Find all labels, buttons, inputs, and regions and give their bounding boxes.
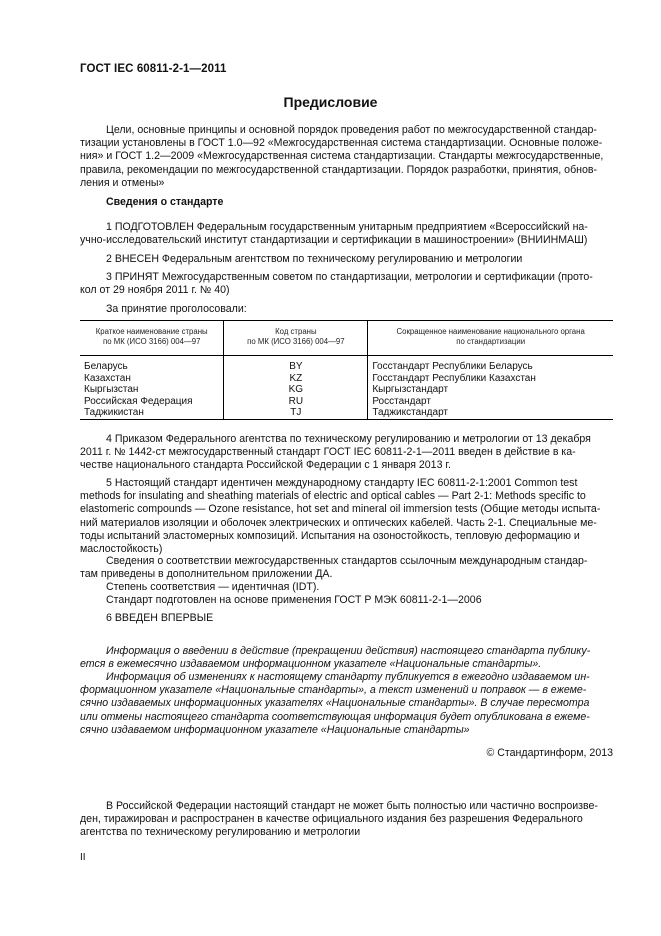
text-line: честве национального стандарта Российской Федерации с 1 января 2013 г. (80, 459, 451, 472)
header-country-name: Краткое наименование страны по МК (ИСО 3166) 004—97 (80, 321, 224, 356)
section-heading: Сведения о стандарте (106, 196, 224, 208)
text-line: В Российской Федерации настоящий стандарт не может быть полностью или частично воспроизве- (106, 800, 598, 812)
national-body-name: Кыргызстандарт (372, 384, 449, 396)
page-number: II (80, 852, 86, 863)
text-line: Цели, основные принципы и основной порядок проведения работ по межгосударственной стандар- (106, 124, 597, 136)
text-line: ний материалов изоляции и оболочек электрических и оптических кабелей. Часть 2-1. Специальные ме- (80, 516, 597, 529)
text-line: правила, рекомендации по межгосударственной стандартизации. Порядок разработки, принятия, обнов- (80, 163, 598, 176)
text-line: 2011 г. № 1442-ст межгосударственный стандарт ГОСТ IEC 60811-2-1—2011 введен в действие в ка- (80, 446, 576, 459)
voted-label: За принятие проголосовали: (106, 303, 247, 315)
item-4-order (80, 433, 613, 473)
national-body-name: Госстандарт Республики Беларусь (372, 361, 533, 372)
text-line: агентства по техническому регулированию и метрологии (80, 826, 361, 839)
based-on-note: Стандарт подготовлен на основе применения ГОСТ Р МЭК 60811-2-1—2006 (106, 594, 482, 606)
item-2-submitted: 2 ВНЕСЕН Федеральным агентством по техническому регулированию и метрологии (106, 253, 523, 265)
national-body-name: Госстандарт Республики Казахстан (372, 372, 536, 384)
country-code: KG (288, 384, 304, 396)
text-line: ления и отмены» (80, 176, 165, 189)
item-3-adopted (80, 271, 613, 297)
country-name: Российская Федерация (84, 395, 193, 407)
text-line: Сведения о соответствии межгосударственных стандартов ссылочным международным стандар- (106, 555, 588, 567)
national-body-name: Росстандарт (372, 395, 431, 407)
country-name-cell (80, 356, 224, 420)
table-body (80, 356, 613, 420)
text-line: elastomeric compounds — Ozone resistance, hot set and mineral oil immersion tests (Общие методы испыта- (80, 503, 601, 516)
country-code: BY (289, 361, 303, 372)
text-line: Информация об изменениях к настоящему стандарту публикуется в ежегодно издаваемом ин- (106, 671, 590, 683)
document-code-header: ГОСТ IEC 60811-2-1—2011 (80, 63, 227, 75)
country-name: Таджикистан (84, 407, 144, 419)
item-5-identical (80, 477, 613, 556)
item-6-introduced: 6 ВВЕДЕН ВПЕРВЫЕ (106, 612, 214, 624)
text-line: кол от 29 ноября 2011 г. № 40) (80, 284, 230, 297)
info-changes-note (80, 671, 613, 737)
text-line: 5 Настоящий стандарт идентичен международному стандарту IEC 60811-2-1:2001 Common test (106, 477, 578, 489)
text-line: формационном указателе «Национальные стандарты», а текст изменений и поправок — в ежеме- (80, 684, 587, 697)
country-name: Беларусь (84, 361, 128, 372)
page-title: Предисловие (283, 94, 378, 110)
table-header-row (80, 321, 613, 356)
text-line: тоды испытаний эластомерных композиций. Испытания на озоностойкость, тепловую деформацию и (80, 529, 580, 542)
text-line: 1 ПОДГОТОВЛЕН Федеральным государственным унитарным предприятием «Всероссийский на- (106, 221, 588, 233)
country-code-cell (224, 356, 368, 420)
text-line: 3 ПРИНЯТ Межгосударственным советом по стандартизации, метрологии и сертификации (прото- (106, 271, 593, 283)
header-country-code: Код страны по МК (ИСО 3166) 004—97 (224, 321, 368, 356)
country-name: Казахстан (84, 372, 131, 384)
country-code: KZ (289, 372, 303, 384)
text-line: сячно издаваемых информационных указателях «Национальные стандарты». В случае пересмотра (80, 697, 590, 710)
text-line: ния» и ГОСТ 1.2—2009 «Межгосударственная система стандартизации. Стандарты межгосударственные, (80, 150, 604, 163)
degree-of-conformity: Степень соответствия — идентичная (IDT). (106, 581, 320, 593)
national-body-name: Таджикстандарт (372, 407, 449, 419)
item-5-references (80, 555, 613, 581)
text-line: 4 Приказом Федерального агентства по техническому регулированию и метрологии от 13 декабря (106, 433, 591, 445)
copyright-line: © Стандартинформ, 2013 (486, 747, 613, 759)
text-line: ден, тиражирован и распространен в качестве официального издания без разрешения Федерального (80, 813, 583, 826)
text-line: учно-исследовательский институт стандартизации и сертификации в машиностроении» (ВНИИНМАШ) (80, 234, 588, 247)
text-line: маслостойкость) (80, 543, 163, 556)
reproduction-notice (80, 800, 613, 840)
country-code: RU (288, 395, 304, 407)
country-code: TJ (290, 407, 302, 419)
item-1-prepared (80, 221, 613, 247)
header-national-body: Сокращенное наименование национального органа по стандартизации (368, 321, 613, 356)
text-line: сячно издаваемом информационном указателе «Национальные стандарты» (80, 723, 470, 736)
text-line: Информация о введении в действие (прекращении действия) настоящего стандарта публику- (106, 645, 591, 657)
info-introduction-note (80, 645, 613, 671)
text-line: там приведены в дополнительном приложении ДА. (80, 568, 333, 581)
text-line: methods for insulating and sheathing materials of electric and optical cables — Part 2-1: Methods specific to (80, 490, 586, 503)
text-line: ется в ежемесячно издаваемом информационном указателе «Национальные стандарты». (80, 658, 542, 671)
text-line: или отмены настоящего стандарта соответствующая информация будет опубликована в ежеме- (80, 710, 590, 723)
country-name: Кыргызстан (84, 384, 139, 396)
national-body-cell (368, 356, 613, 420)
text-line: тизации установлены в ГОСТ 1.0—92 «Межгосударственная система стандартизации. Основные положе- (80, 137, 603, 150)
intro-paragraph (80, 124, 613, 190)
voting-table (80, 320, 613, 420)
